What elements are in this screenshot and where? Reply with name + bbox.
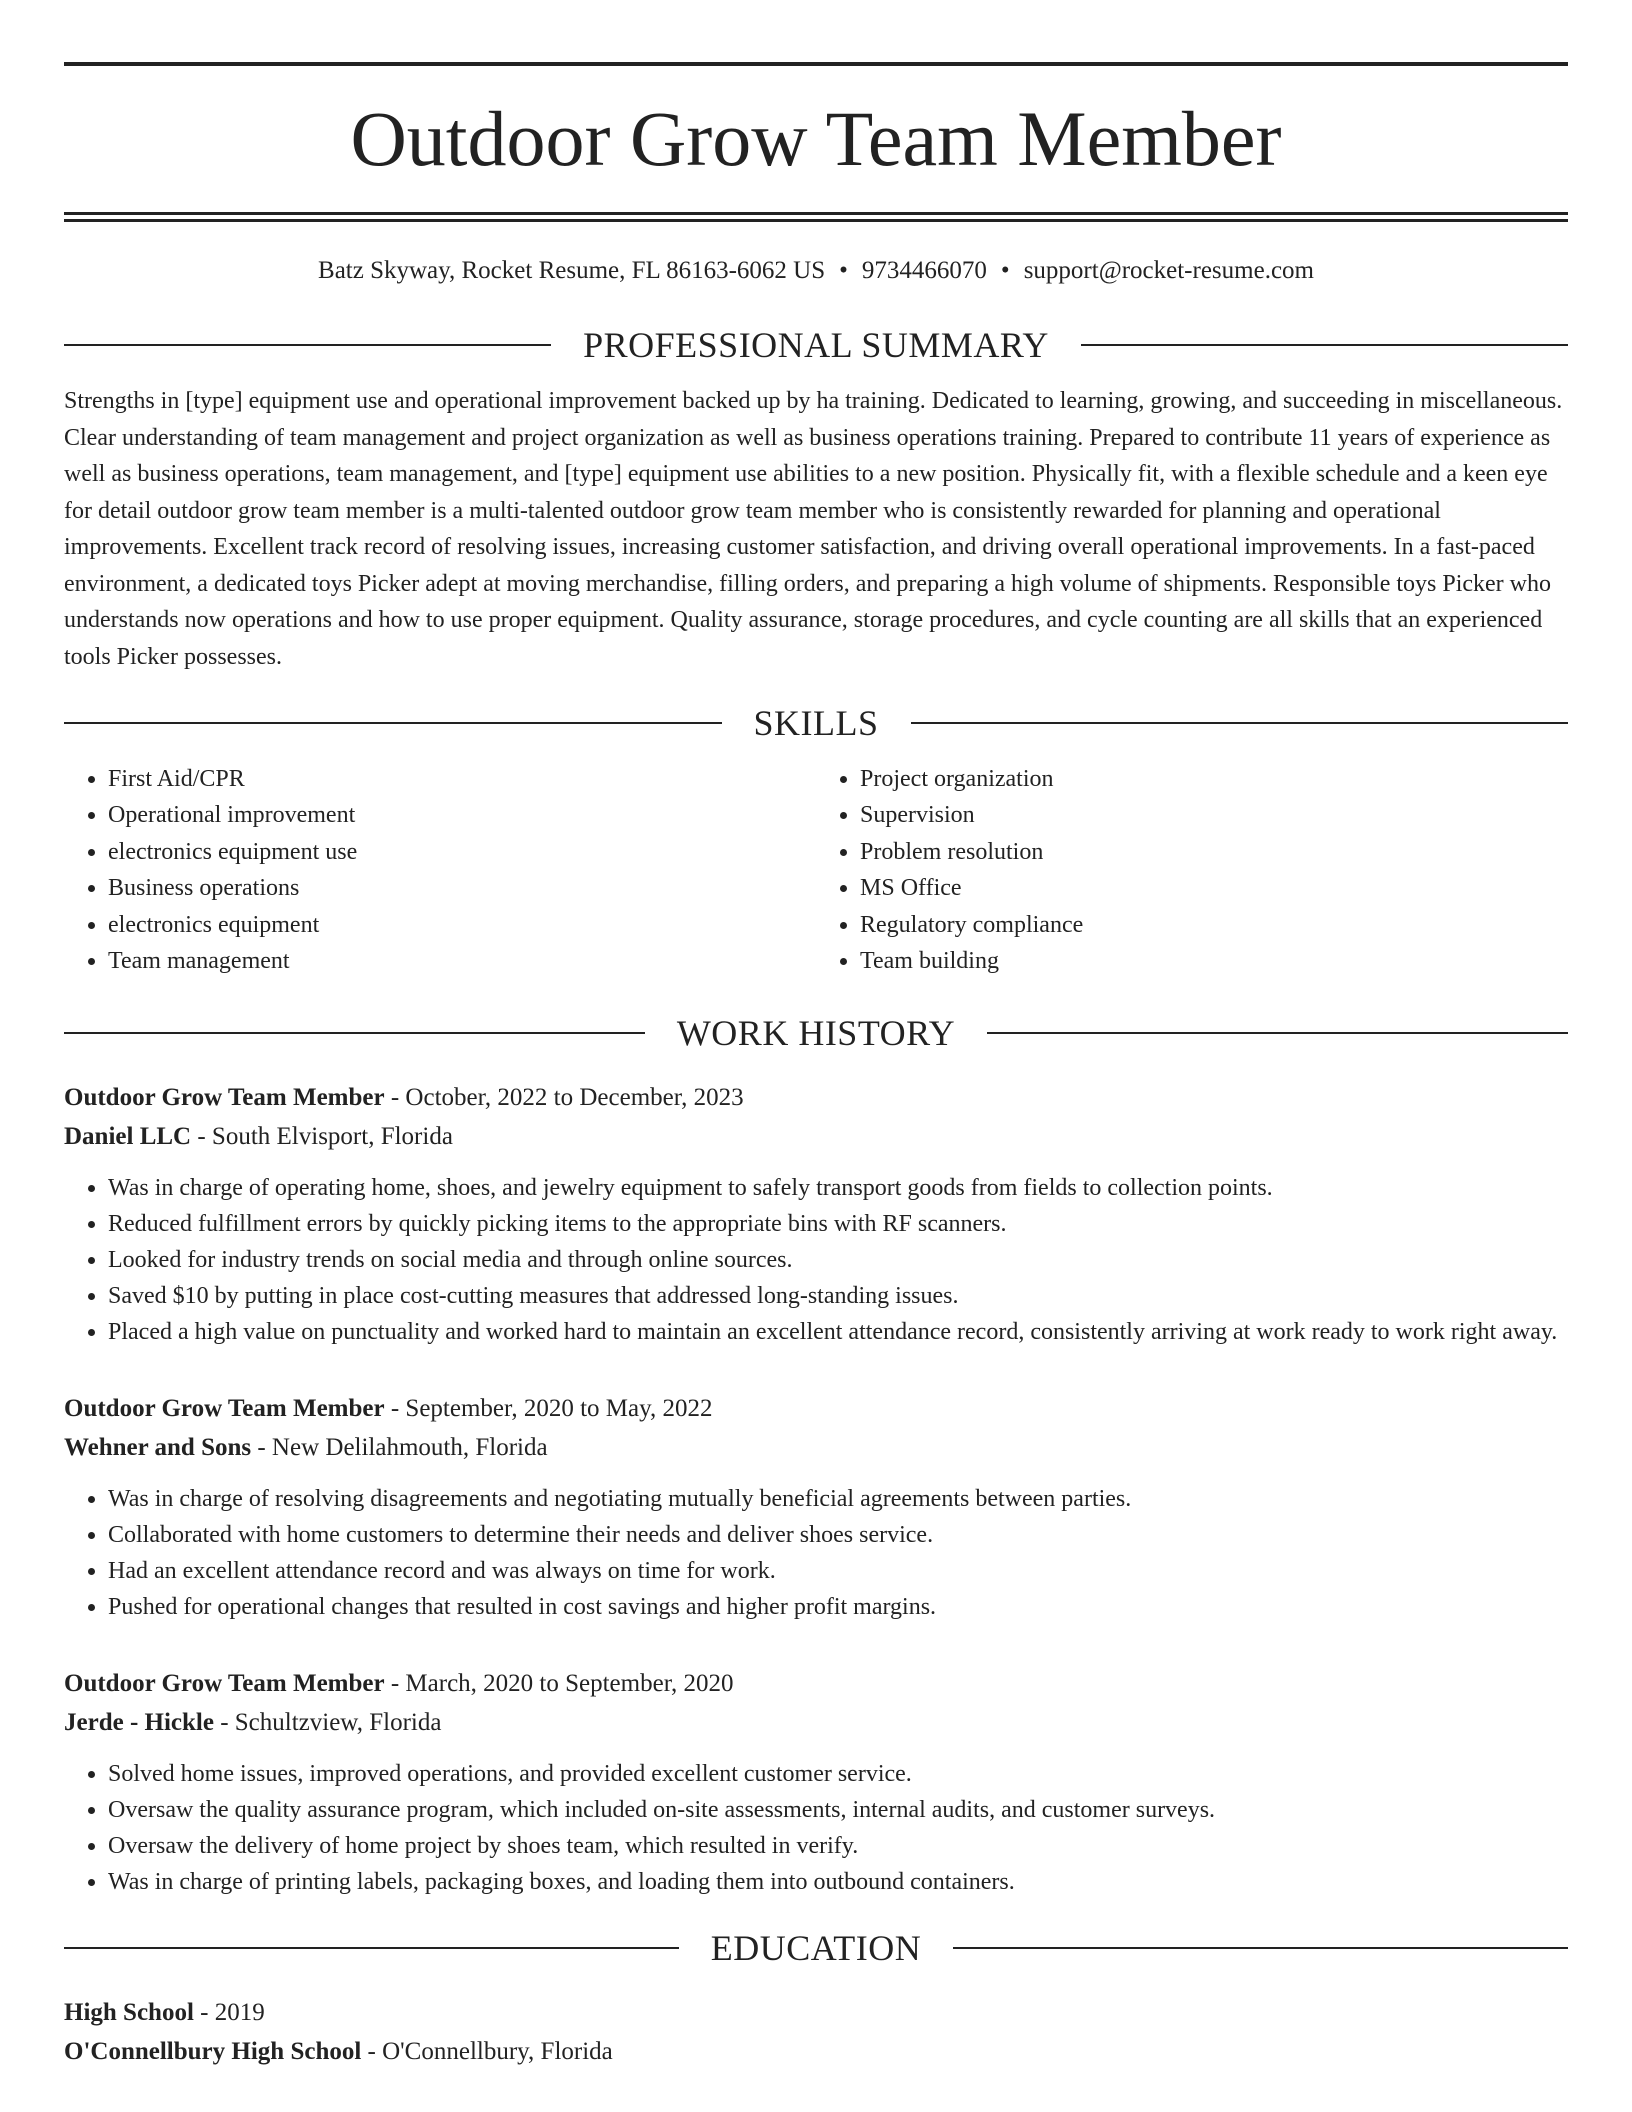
contact-address: Batz Skyway, Rocket Resume, FL 86163-6062 US [318, 257, 826, 284]
contact-line [64, 258, 1568, 283]
skill-item: • Operational improvement [108, 797, 816, 833]
job-bullet: • Pushed for operational changes that resulted in cost savings and higher profit margins. [108, 1589, 1568, 1625]
education-entry [64, 1994, 1568, 2071]
job-company: Jerde - Hickle [64, 1708, 214, 1736]
job-bullet: • Was in charge of operating home, shoes, and jewelry equipment to safely transport goods from fields to collection points. [108, 1170, 1568, 1206]
heading-rule-left [64, 722, 722, 724]
contact-separator: • [1000, 257, 1010, 284]
job-dates: - October, 2022 to December, 2023 [384, 1084, 744, 1112]
job-bullets [64, 1170, 1568, 1350]
skill-item: • Team management [108, 943, 816, 979]
job-dates: - September, 2020 to May, 2022 [384, 1395, 713, 1423]
contact-separator: • [839, 257, 848, 284]
job-bullet: • Was in charge of resolving disagreements and negotiating mutually beneficial agreements between parties. [108, 1481, 1568, 1517]
skills-section-heading [64, 705, 1568, 741]
job-entry [64, 1390, 1568, 1625]
job-company-line [64, 1704, 1568, 1743]
summary-section-heading [64, 327, 1568, 363]
job-title: Outdoor Grow Team Member [64, 1670, 385, 1698]
heading-rule-right [911, 722, 1569, 724]
top-rule [64, 62, 1568, 66]
skill-item: • Supervision [860, 797, 1568, 833]
job-title-line [64, 1079, 1568, 1118]
work-heading: WORK HISTORY [676, 1013, 956, 1054]
job-company: Daniel LLC [64, 1122, 192, 1150]
heading-rule-left [64, 1947, 679, 1949]
job-title: Outdoor Grow Team Member [64, 1084, 385, 1112]
work-section-heading [64, 1013, 1568, 1054]
skill-item: • electronics equipment use [108, 834, 816, 870]
heading-rule-right [1081, 344, 1568, 346]
skill-item: • Regulatory compliance [860, 907, 1568, 943]
skills-list [64, 761, 1568, 979]
skill-item: • Business operations [108, 870, 816, 906]
skills-column-left [64, 761, 816, 979]
job-bullet: • Had an excellent attendance record and was always on time for work. [108, 1553, 1568, 1589]
heading-rule-left [64, 1032, 645, 1034]
job-bullet: • Saved $10 by putting in place cost-cutting measures that addressed long-standing issues. [108, 1278, 1568, 1314]
education-school-line [64, 2033, 1568, 2072]
job-company-line [64, 1118, 1568, 1157]
job-bullet: • Collaborated with home customers to determine their needs and deliver shoes service. [108, 1517, 1568, 1553]
job-bullet: • Was in charge of printing labels, packaging boxes, and loading them into outbound containers. [108, 1864, 1568, 1900]
heading-rule-right [953, 1947, 1568, 1949]
education-year: - 2019 [193, 1999, 265, 2027]
job-bullet: • Oversaw the quality assurance program, which included on-site assessments, internal audits, and customer surveys. [108, 1792, 1568, 1828]
job-bullet: • Solved home issues, improved operations, and provided excellent customer service. [108, 1756, 1568, 1792]
job-title-line [64, 1390, 1568, 1429]
education-section-heading [64, 1928, 1568, 1969]
title-double-rule [64, 212, 1568, 222]
education-degree-line [64, 1994, 1568, 2033]
job-bullet: • Oversaw the delivery of home project by shoes team, which resulted in verify. [108, 1828, 1568, 1864]
job-title-line [64, 1665, 1568, 1704]
skill-item: • electronics equipment [108, 907, 816, 943]
job-bullet: • Looked for industry trends on social media and through online sources. [108, 1242, 1568, 1278]
job-company-line [64, 1429, 1568, 1468]
skill-item: • Problem resolution [860, 834, 1568, 870]
heading-rule-right [987, 1032, 1568, 1034]
summary-text: Strengths in [type] equipment use and operational improvement backed up by ha training. Dedicated to learning, growing, and succeeding in miscellaneous. Clear understanding of team management and project organization as well as business operations training. Prepared to contribute 11 years of experience as well as business operations, team management, and [type] equipment use abilities to a new position. Physically fit, with a flexible schedule and a keen eye for detail outdoor grow team member is a multi-talented outdoor grow team member who is consistently rewarded for planning and operational improvements. Excellent track record of resolving issues, increasing customer satisfaction, and driving overall operational improvements. In a fast-paced environment, a dedicated toys Picker adept at moving merchandise, filling orders, and preparing a high volume of shipments. Responsible toys Picker who understands now operations and how to use proper equipment. Quality assurance, storage procedures, and cycle counting are all skills that an experienced tools Picker possesses. [64, 388, 1563, 670]
job-location: - Schultzview, Florida [213, 1708, 442, 1736]
job-bullets [64, 1481, 1568, 1625]
education-heading: EDUCATION [710, 1928, 922, 1969]
education-degree: High School [64, 1999, 194, 2027]
education-location: - O'Connellbury, Florida [361, 2037, 613, 2065]
education-school: O'Connellbury High School [64, 2037, 362, 2065]
summary-heading: PROFESSIONAL SUMMARY [583, 325, 1049, 365]
job-bullet: • Reduced fulfillment errors by quickly picking items to the appropriate bins with RF scanners. [108, 1206, 1568, 1242]
job-bullet: • Placed a high value on punctuality and worked hard to maintain an excellent attendance record, consistently arriving at work ready to work right away. [108, 1314, 1568, 1350]
heading-rule-left [64, 344, 551, 346]
skill-item: • Project organization [860, 761, 1568, 797]
job-location: - South Elvisport, Florida [191, 1122, 453, 1150]
job-dates: - March, 2020 to September, 2020 [384, 1670, 734, 1698]
job-title: Outdoor Grow Team Member [64, 1395, 385, 1423]
job-company: Wehner and Sons [64, 1433, 252, 1461]
contact-phone: 9734466070 [861, 257, 987, 284]
skills-heading: SKILLS [753, 703, 879, 743]
job-bullets [64, 1756, 1568, 1900]
skill-item: • Team building [860, 943, 1568, 979]
contact-email: support@rocket-resume.com [1023, 257, 1314, 284]
job-entry [64, 1665, 1568, 1900]
skills-column-right [816, 761, 1568, 979]
skill-item: • First Aid/CPR [108, 761, 816, 797]
job-location: - New Delilahmouth, Florida [251, 1433, 548, 1461]
resume-title: Outdoor Grow Team Member [350, 95, 1282, 182]
job-entry [64, 1079, 1568, 1350]
skill-item: • MS Office [860, 870, 1568, 906]
